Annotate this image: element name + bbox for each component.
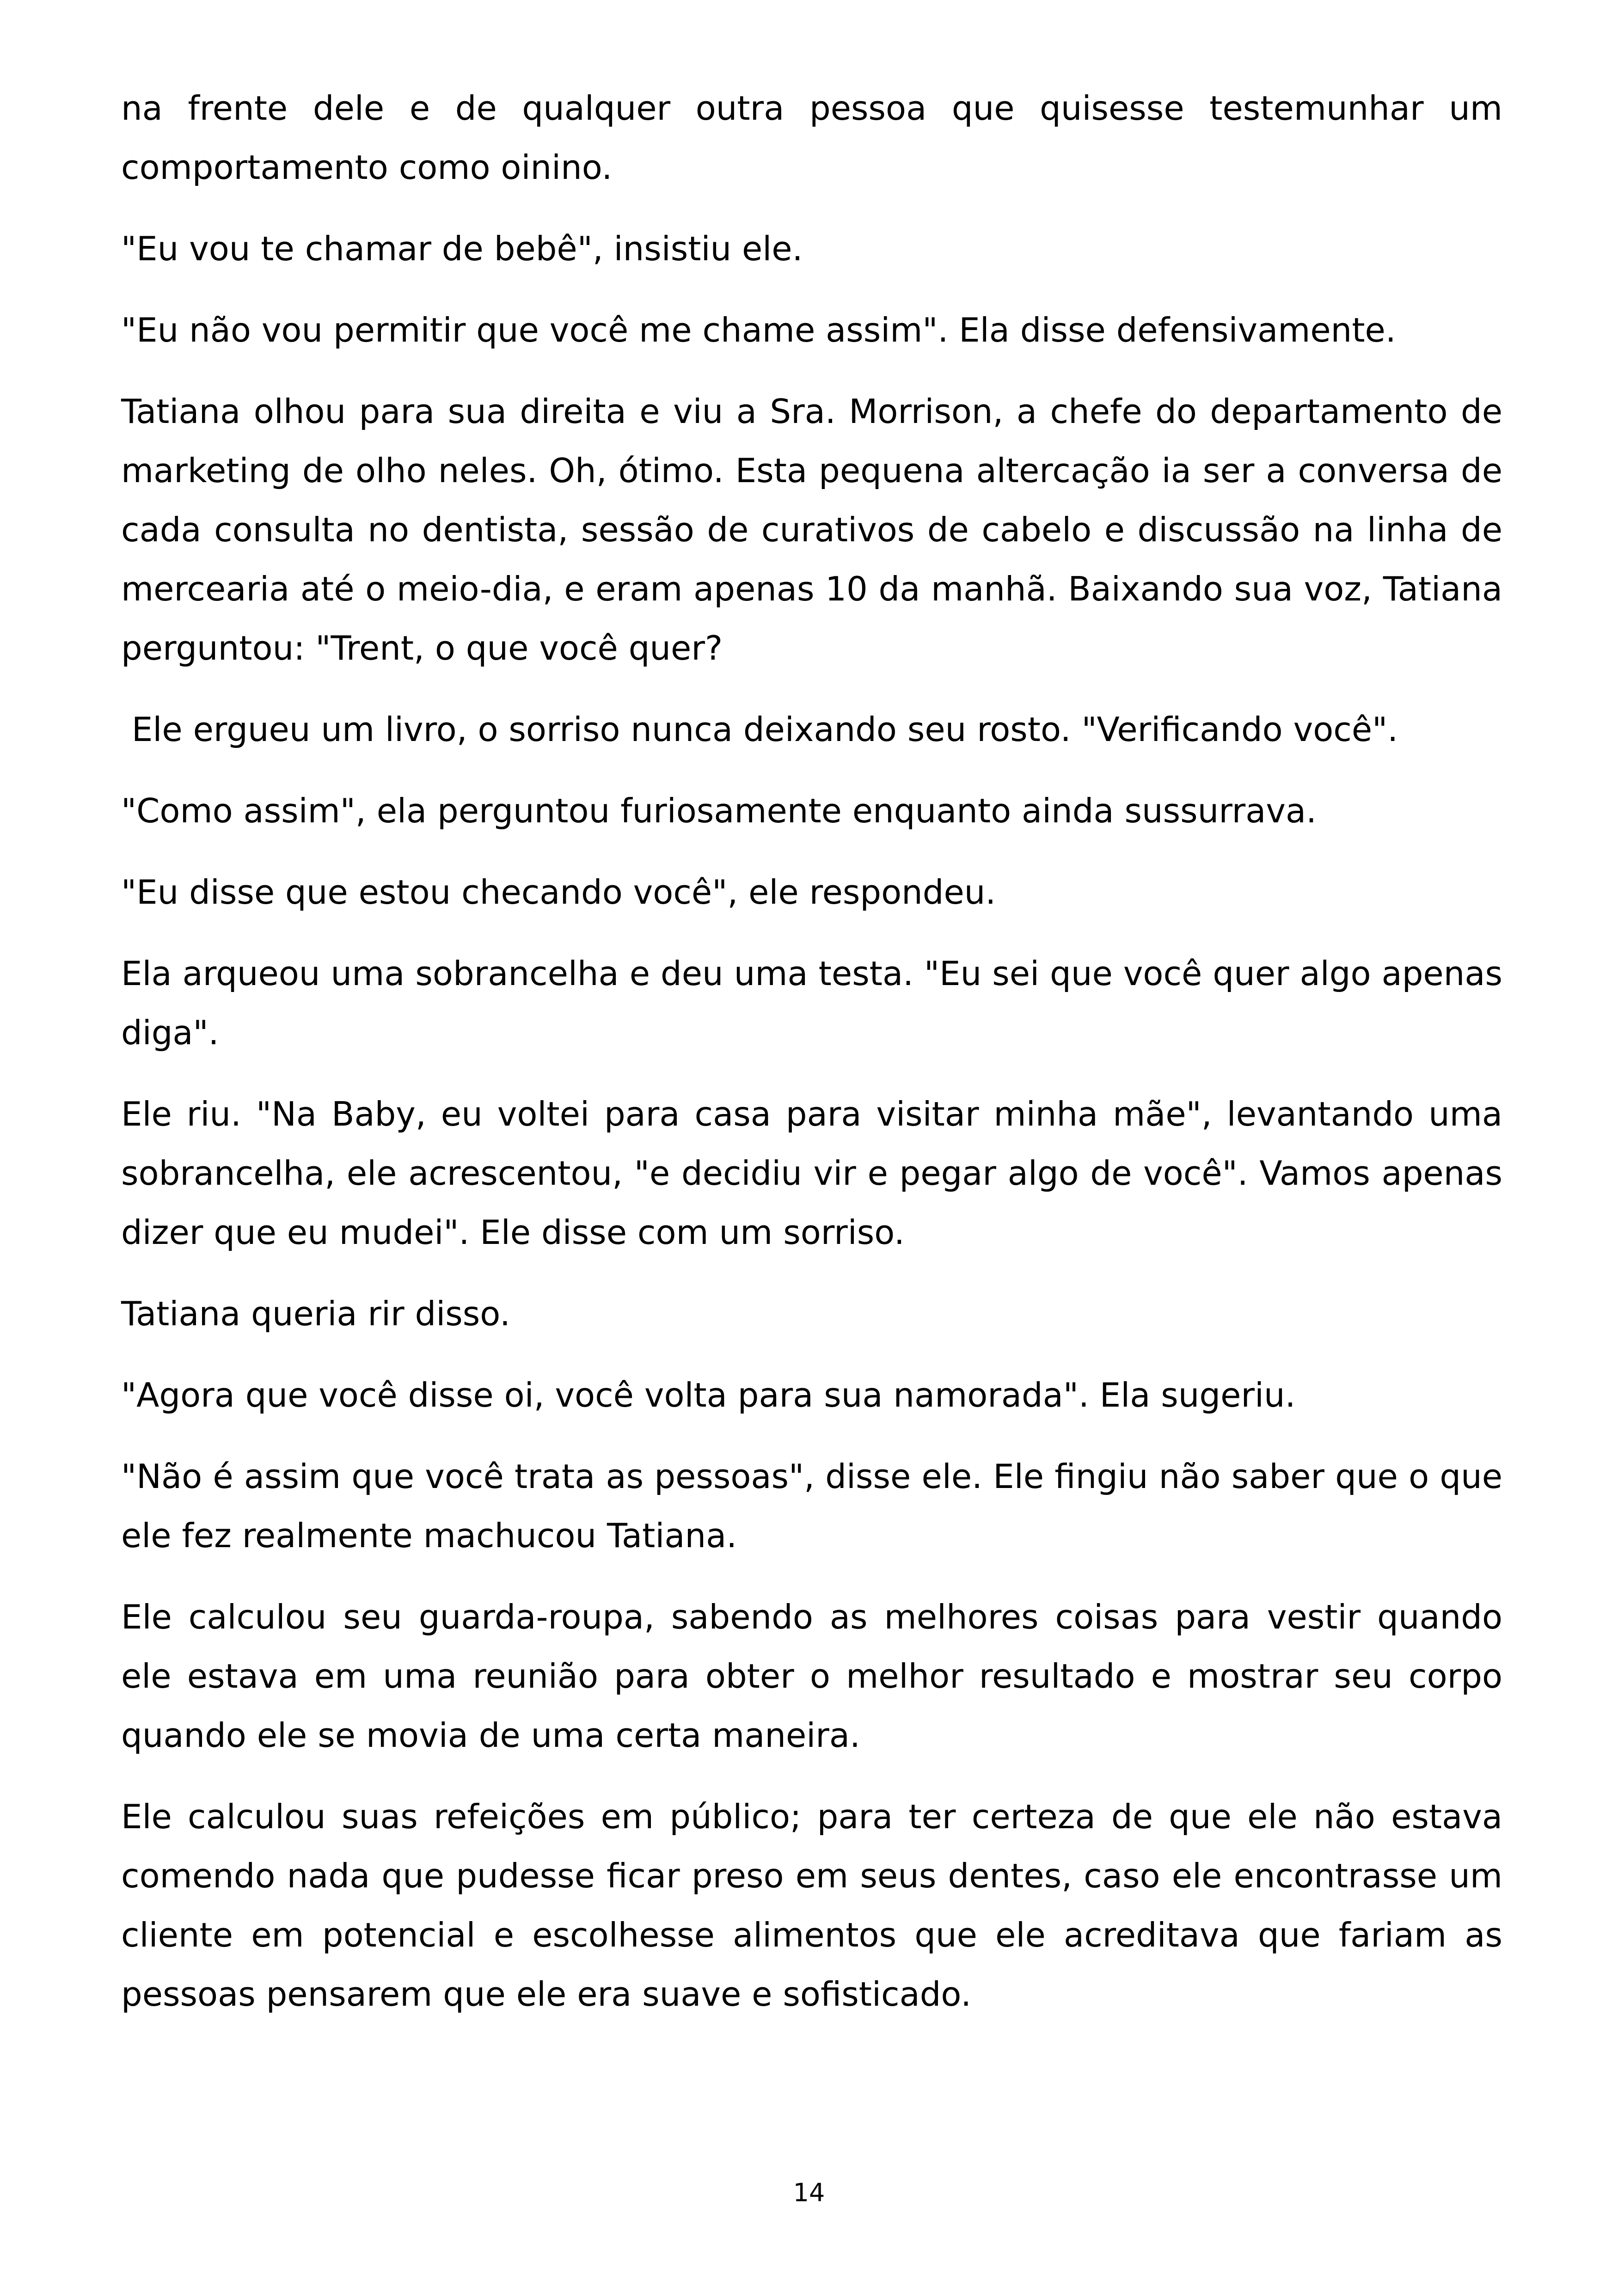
page-number: 14 — [793, 2178, 825, 2207]
paragraph: Tatiana olhou para sua direita e viu a Sra. Morrison, a chefe do departamento de marketing de olho neles. Oh, ótimo. Esta pequena altercação ia ser a conversa de cada consulta no dentista, sessão de curativos de cabelo e discussão na linha de mercearia até o meio-dia, e eram apenas 10 da manhã. Baixando sua voz, Tatiana perguntou: "Trent, o que você quer? — [121, 392, 1502, 667]
paragraph: "Agora que você disse oi, você volta para sua namorada". Ela sugeriu. — [121, 1376, 1296, 1414]
paragraph: na frente dele e de qualquer outra pessoa que quisesse testemunhar um comportamento como oinino. — [121, 89, 1502, 187]
paragraph: Ele calculou suas refeições em público; para ter certeza de que ele não estava comendo nada que pudesse ficar preso em seus dentes, caso ele encontrasse um cliente em potencial e escolhesse alimentos que ele acreditava que fariam as pessoas pensarem que ele era suave e sofisticado. — [121, 1797, 1502, 2014]
paragraph: "Eu não vou permitir que você me chame assim". Ela disse defensivamente. — [121, 311, 1396, 349]
paragraph: "Eu disse que estou checando você", ele respondeu. — [121, 873, 996, 912]
paragraph: "Como assim", ela perguntou furiosamente enquanto ainda sussurrava. — [121, 791, 1317, 830]
document-body — [121, 79, 1502, 2046]
paragraph: "Eu vou te chamar de bebê", insistiu ele. — [121, 229, 803, 268]
paragraph: Ele riu. "Na Baby, eu voltei para casa para visitar minha mãe", levantando uma sobrancelha, ele acrescentou, "e decidiu vir e pegar algo de você". Vamos apenas dizer que eu mudei". Ele disse com um sorriso. — [121, 1095, 1502, 1252]
paragraph: "Não é assim que você trata as pessoas", disse ele. Ele fingiu não saber que o que ele fez realmente machucou Tatiana. — [121, 1457, 1502, 1555]
paragraph: Ela arqueou uma sobrancelha e deu uma testa. "Eu sei que você quer algo apenas diga". — [121, 954, 1502, 1052]
paragraph: Tatiana queria rir disso. — [121, 1294, 510, 1333]
paragraph: Ele ergueu um livro, o sorriso nunca deixando seu rosto. "Verificando você". — [121, 710, 1398, 749]
paragraph: Ele calculou seu guarda-roupa, sabendo as melhores coisas para vestir quando ele estava em uma reunião para obter o melhor resultado e mostrar seu corpo quando ele se movia de uma certa maneira. — [121, 1598, 1502, 1755]
